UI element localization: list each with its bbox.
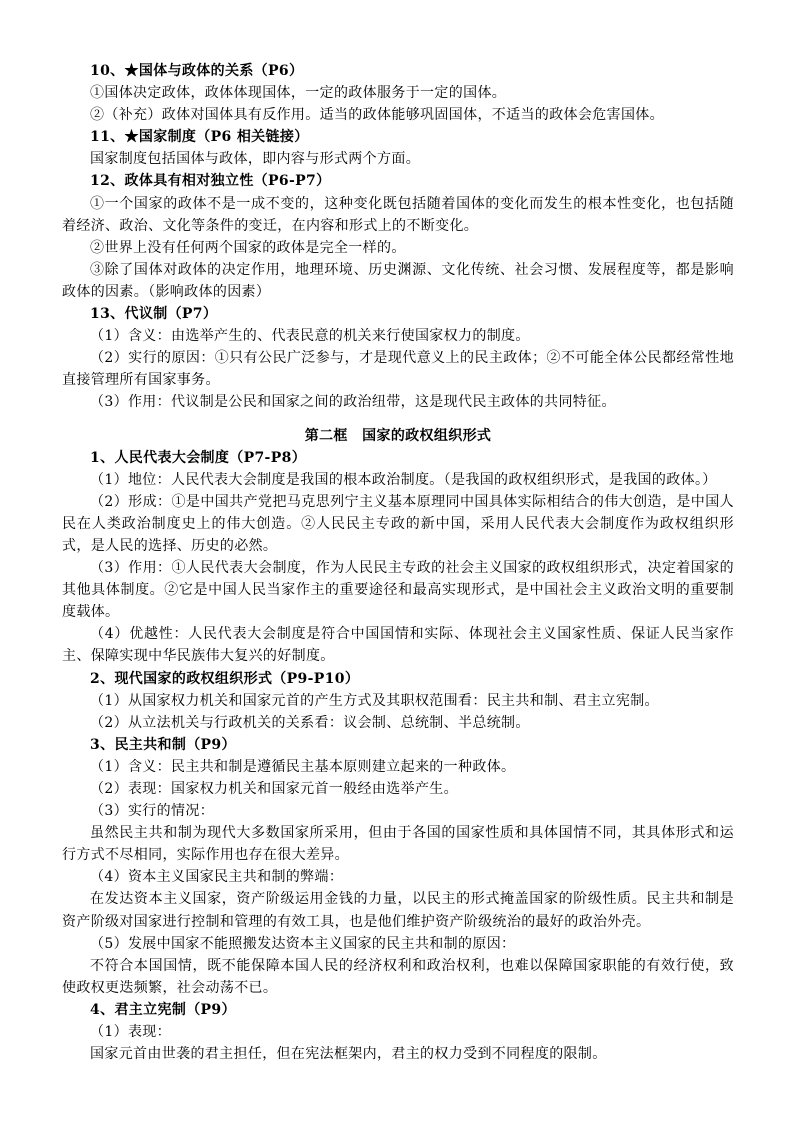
body-paragraph: （4）资本主义国家民主共和制的弊端： (90, 869, 344, 886)
body-paragraph: ③除了国体对政体的决定作用，地理环境、历史渊源、文化传统、社会习惯、发展程度等，都是影响政体的因素。（影响政体的因素） (62, 261, 734, 300)
chapter-title: 第二框 国家的政权组织形式 (304, 427, 492, 444)
body-paragraph: （3）作用：①人民代表大会制度，作为人民民主专政的社会主义国家的政权组织形式，决定着国家的其他具体制度。②它是中国人民当家作主的重要途径和最高实现形式，是中国社会主义政治文明的重要制度载体。 (62, 560, 734, 621)
body-paragraph: （2）实行的原因：①只有公民广泛参与，才是现代意义上的民主政体；②不可能全体公民都经常性地直接管理所有国家事务。 (62, 350, 734, 389)
section-heading: 11、★国家制度（P6 相关链接） (90, 129, 309, 146)
body-paragraph: （1）地位：人民代表大会制度是我国的根本政治制度。（是我国的政权组织形式，是我国的政体。） (90, 471, 717, 488)
body-paragraph: ①一个国家的政体不是一成不变的，这种变化既包括随着国体的变化而发生的根本性变化，也包括随着经济、政治、文化等条件的变迁，在内容和形式上的不断变化。 (62, 195, 734, 234)
section-heading: 13、代议制（P7） (90, 306, 218, 323)
body-paragraph: 国家元首由世袭的君主担任，但在宪法框架内，君主的权力受到不同程度的限制。 (90, 1046, 607, 1063)
body-paragraph: ②（补充）政体对国体具有反作用。适当的政体能够巩固国体，不适当的政体会危害国体。 (90, 107, 664, 124)
body-paragraph: （2）从立法机关与行政机关的关系看：议会制、总统制、半总统制。 (90, 714, 530, 731)
body-paragraph: （3）作用：代议制是公民和国家之间的政治纽带，这是现代民主政体的共同特征。 (90, 394, 616, 411)
section-heading: 2、现代国家的政权组织形式（P9-P10） (90, 670, 360, 687)
body-paragraph: 不符合本国国情，既不能保障本国人民的经济权利和政治权利，也难以保障国家职能的有效行使，致使政权更迭频繁，社会动荡不已。 (62, 957, 734, 996)
body-paragraph: （1）含义：由选举产生的、代表民意的机关来行使国家权力的制度。 (90, 328, 530, 345)
body-paragraph: 国家制度包括国体与政体，即内容与形式两个方面。 (90, 151, 421, 168)
section-heading: 1、人民代表大会制度（P7-P8） (90, 449, 307, 466)
body-paragraph: 虽然民主共和制为现代大多数国家所采用，但由于各国的国家性质和具体国情不同，其具体形式和运行方式不尽相同，实际作用也存在很大差异。 (62, 825, 734, 864)
section-heading: 4、君主立宪制（P9） (90, 1001, 236, 1018)
body-paragraph: （2）表现：国家权力机关和国家元首一般经由选举产生。 (90, 781, 459, 797)
body-paragraph: （1）从国家权力机关和国家元首的产生方式及其职权范围看：民主共和制、君主立宪制。 (90, 692, 659, 709)
body-paragraph: ①国体决定政体，政体体现国体，一定的政体服务于一定的国体。 (90, 85, 507, 102)
body-paragraph: 在发达资本主义国家，资产阶级运用金钱的力量，以民主的形式掩盖国家的阶级性质。民主共和制是资产阶级对国家进行控制和管理的有效工具，也是他们维护资产阶级统治的最好的政治外壳。 (62, 891, 734, 930)
body-paragraph: （1）含义：民主共和制是遵循民主基本原则建立起来的一种政体。 (90, 758, 516, 775)
body-paragraph: （4）优越性：人民代表大会制度是符合中国国情和实际、体现社会主义国家性质、保证人民当家作主、保障实现中华民族伟大复兴的好制度。 (62, 626, 734, 665)
body-paragraph: （1）表现： (90, 1024, 172, 1041)
section-heading: 12、政体具有相对独立性（P6-P7） (90, 173, 331, 190)
body-paragraph: ②世界上没有任何两个国家的政体是完全一样的。 (90, 239, 406, 256)
section-heading: 10、★国体与政体的关系（P6） (90, 63, 304, 79)
body-paragraph: （5）发展中国家不能照搬发达资本主义国家的民主共和制的原因： (90, 935, 516, 952)
section-heading: 3、民主共和制（P9） (90, 736, 236, 753)
document-body (62, 60, 734, 1065)
body-paragraph: （3）实行的情况： (90, 803, 215, 820)
body-paragraph: （2）形成：①是中国共产党把马克思列宁主义基本原理同中国具体实际相结合的伟大创造，是中国人民在人类政治制度史上的伟大创造。②人民民主专政的新中国，采用人民代表大会制度作为政权组织形式，是人民的选择、历史的必然。 (62, 493, 734, 554)
